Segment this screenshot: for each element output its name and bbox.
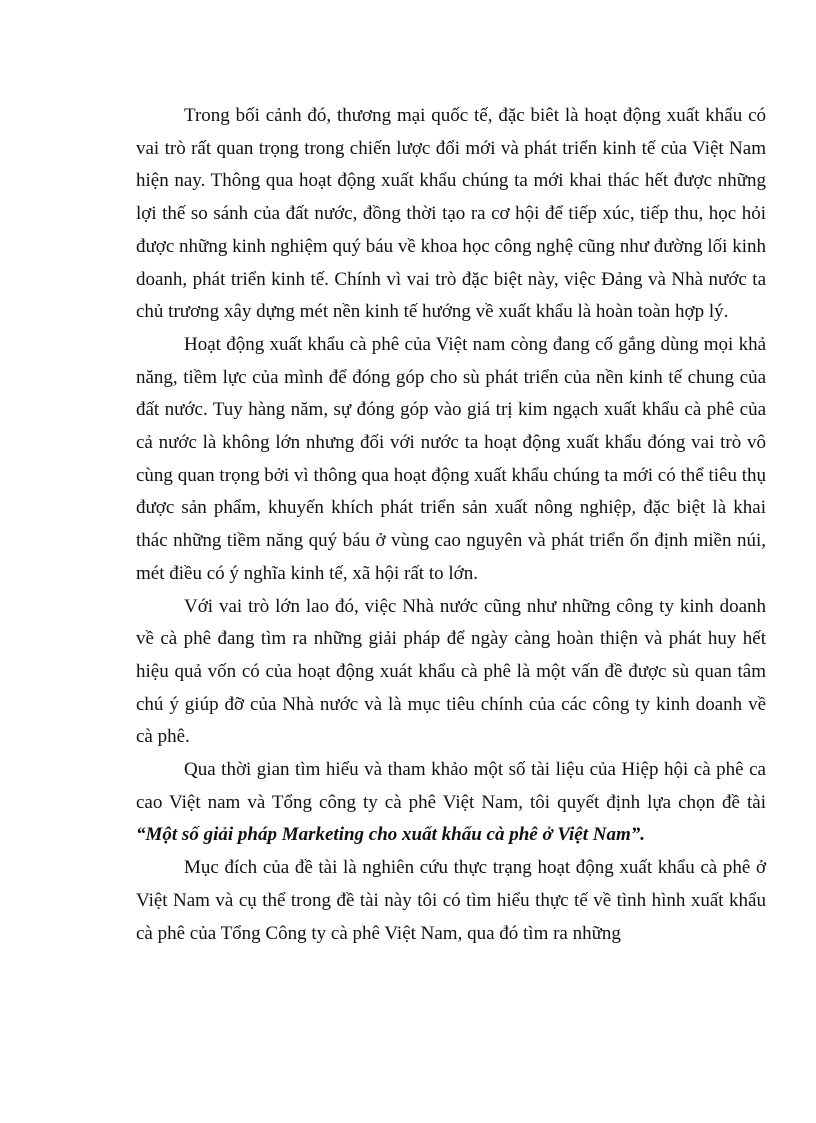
paragraph-solutions: Với vai trò lớn lao đó, việc Nhà nước cũng như những công ty kinh doanh về cà phê đang tìm ra những giải pháp để ngày càng hoàn thiện và phát huy hết hiệu quả vốn có của hoạt động xuát khẩu cà phê là một vấn đề được sù quan tâm chú ý giúp đỡ của Nhà nước và là mục tiêu chính của các công ty kinh doanh về cà phê. xyxy=(136,595,766,748)
paragraph-topic xyxy=(136,754,766,852)
paragraph-context: Trong bối cảnh đó, thương mại quốc tế, đặc biêt là hoạt động xuất khẩu có vai trò rất quan trọng trong chiến lược đổi mới và phát triển kinh tế của Việt Nam hiện nay. Thông qua hoạt động xuất khẩu chúng ta mới khai thác hết được những lợi thế so sánh của đất nước, đồng thời tạo ra cơ hội để tiếp xúc, tiếp thu, học hỏi được những kinh nghiệm quý báu về khoa học công nghệ cũng như đường lối kinh doanh, phát triển kinh tế. Chính vì vai trò đặc biệt này, việc Đảng và Nhà nước ta chủ trương xây dựng mét nền kinh tế hướng về xuất khẩu là hoàn toàn hợp lý. xyxy=(136,105,766,323)
paragraph-coffee-export: Hoạt động xuất khẩu cà phê của Việt nam còng đang cố gắng dùng mọi khả năng, tiềm lực của mình để đóng góp cho sù phát triển của nền kinh tế chung của đất nước. Tuy hàng năm, sự đóng góp vào giá trị kim ngạch xuất khẩu cà phê của cả nước là không lớn nhưng đối với nước ta hoạt động xuất khẩu đóng vai trò vô cùng quan trọng bởi vì thông qua hoạt động xuất khẩu chúng ta mới có thể tiêu thụ được sản phẩm, khuyến khích phát triển sản xuất nông nghiệp, đặc biệt là khai thác những tiềm năng quý báu ở vùng cao nguyên và phát triển ổn định miền núi, mét điều có ý nghĩa kinh tế, xã hội rất to lớn. xyxy=(136,333,766,584)
paragraph-purpose: Mục đích của đề tài là nghiên cứu thực trạng hoạt động xuất khẩu cà phê ở Việt Nam và cụ thể trong đề tài này tôi có tìm hiểu thực tế về tình hình xuất khẩu cà phê của Tổng Công ty cà phê Việt Nam, qua đó tìm ra những xyxy=(136,857,766,944)
topic-lead-text: Qua thời gian tìm hiểu và tham khảo một số tài liệu của Hiệp hội cà phê ca cao Việt nam và Tổng công ty cà phê Việt Nam, tôi quyết định lựa chọn đề tài xyxy=(136,759,766,813)
thesis-title: “Một số giải pháp Marketing cho xuất khẩu cà phê ở Việt Nam”. xyxy=(136,824,646,846)
document-body xyxy=(136,100,766,950)
